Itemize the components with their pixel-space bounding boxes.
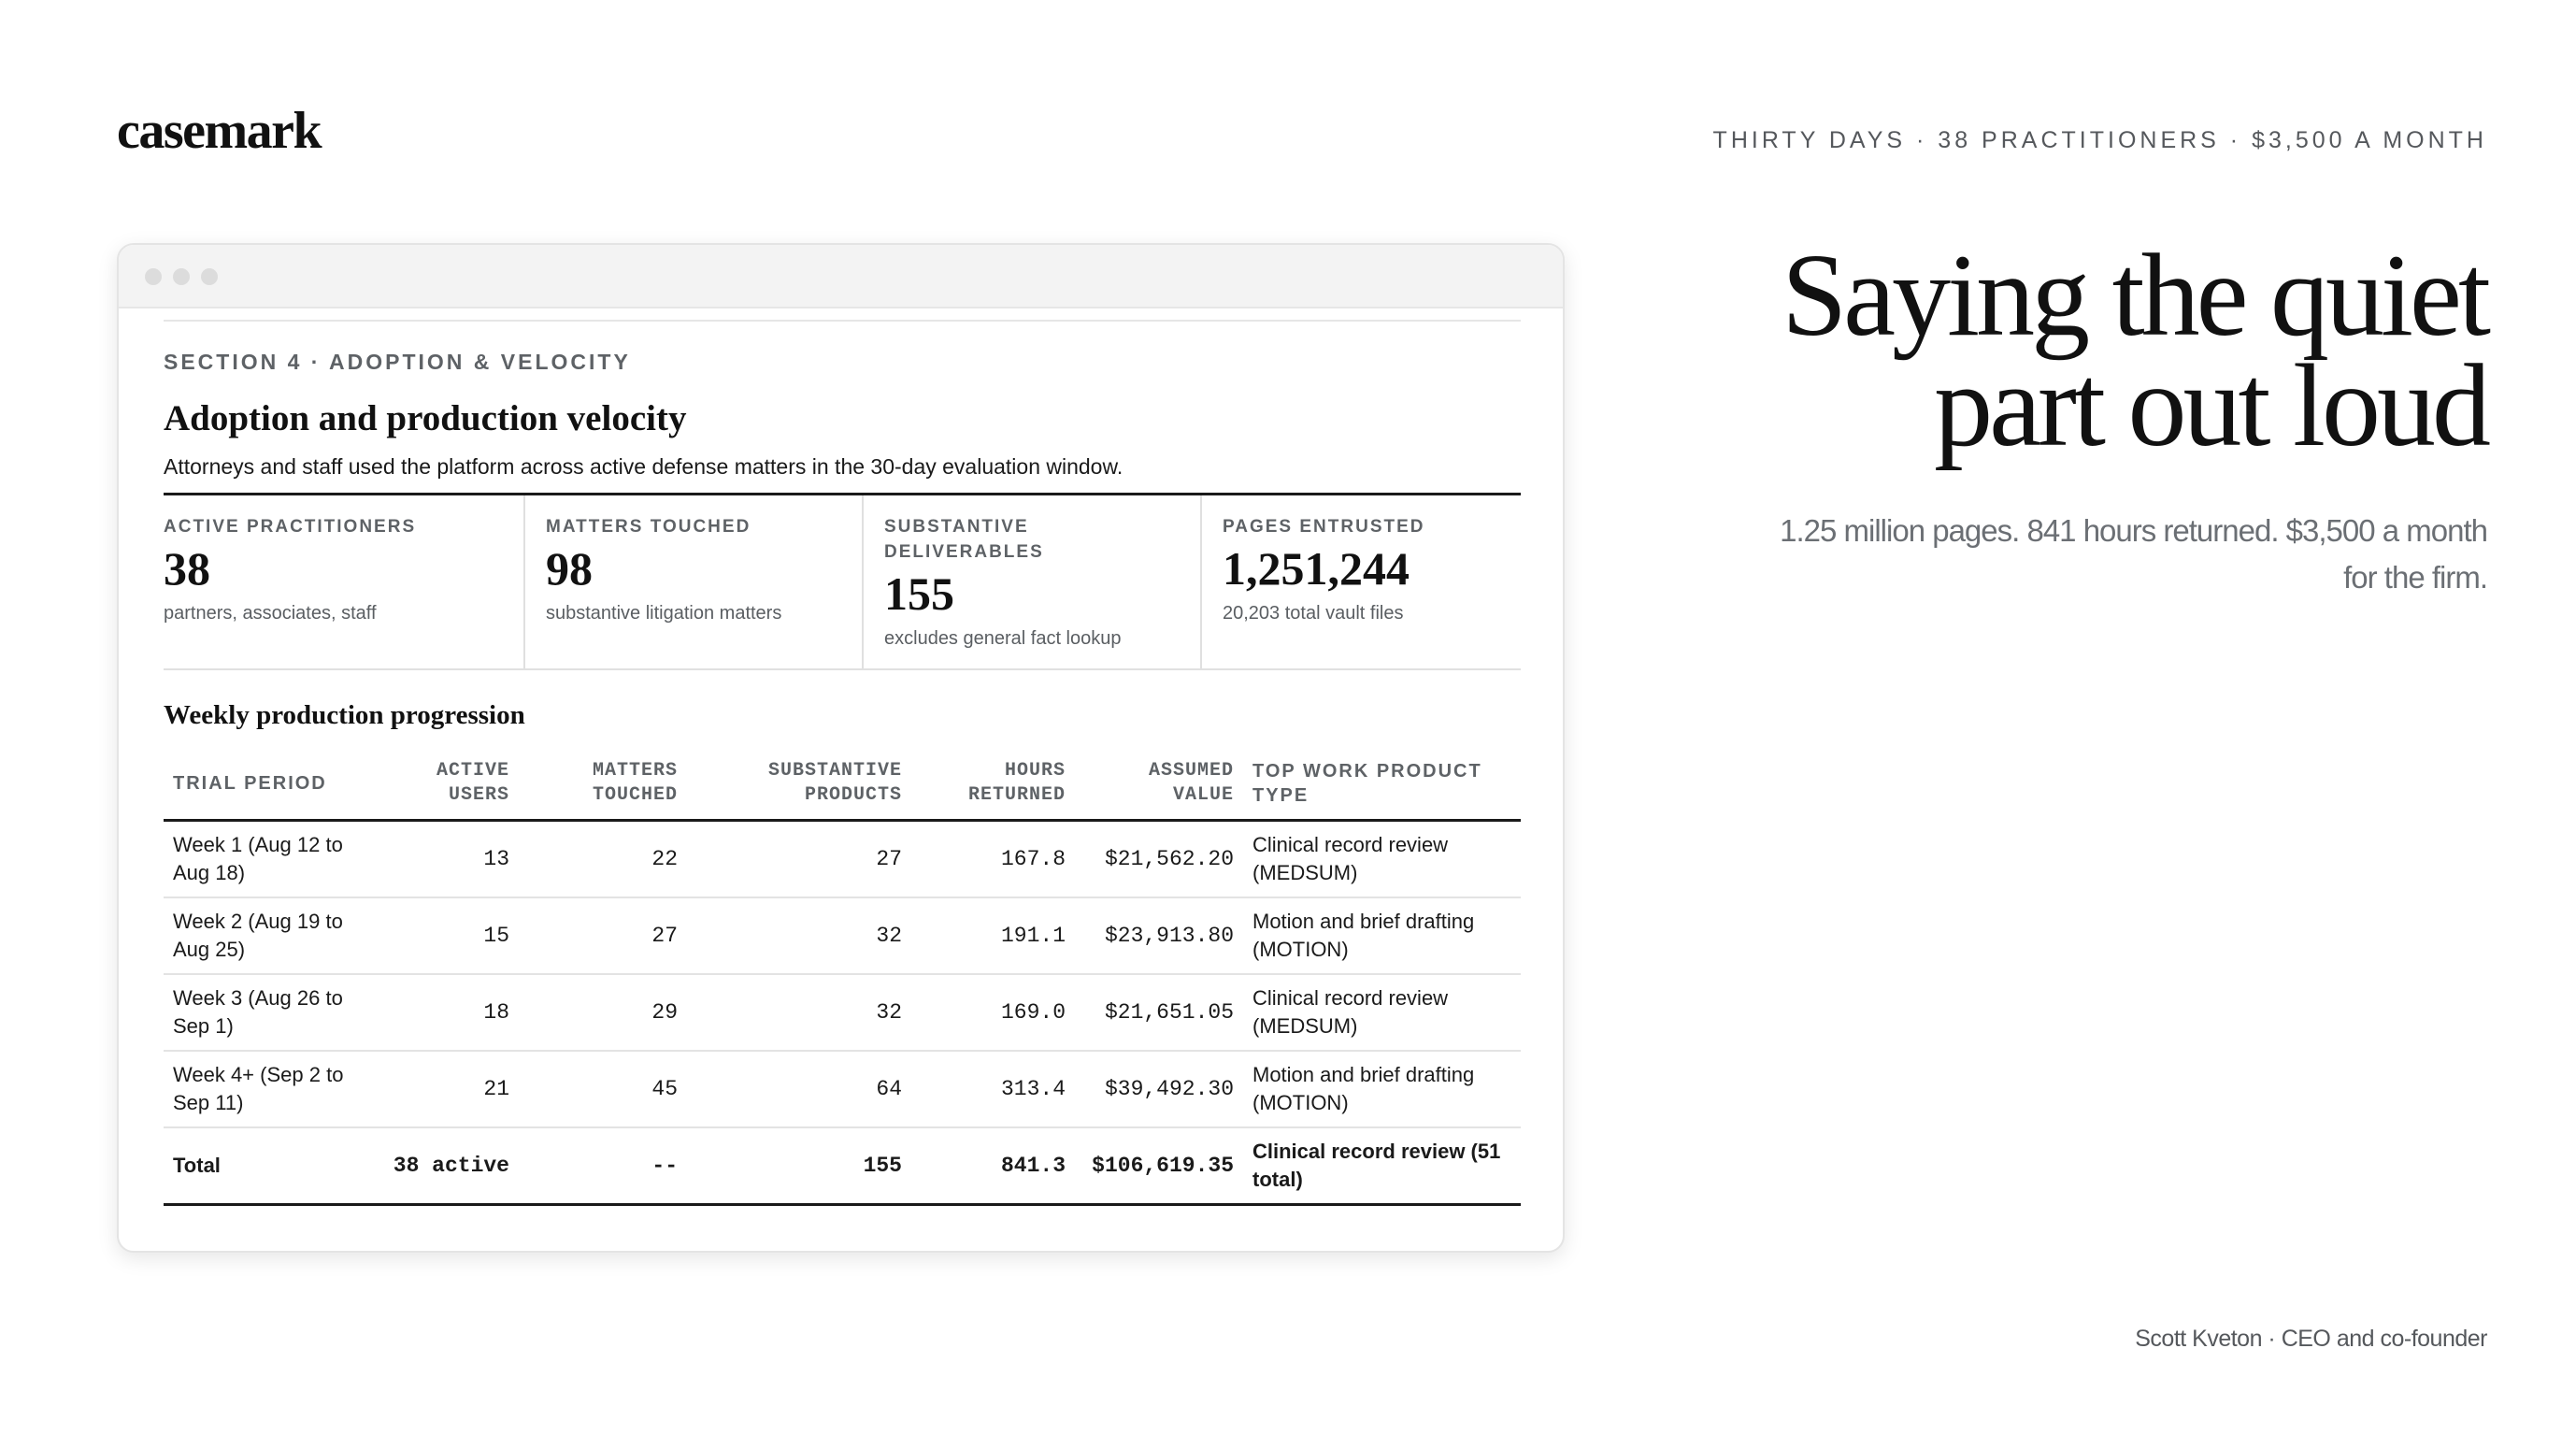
cell-users: 21: [374, 1051, 519, 1127]
cell-products: 27: [687, 821, 911, 898]
table-title: Weekly production progression: [164, 700, 525, 730]
subhead: 1.25 million pages. 841 hours returned. $3,500 a month for the firm.: [1780, 513, 2487, 595]
cell-top-product: Clinical record review (MEDSUM): [1243, 974, 1521, 1051]
metric-note: 20,203 total vault files: [1223, 603, 1404, 624]
headline-line-2: part out loud: [1934, 341, 2487, 471]
cell-period: Week 1 (Aug 12 to Aug 18): [164, 821, 374, 898]
column-header-assumed-value[interactable]: ASSUMED VALUE: [1075, 753, 1243, 821]
cell-matters: 22: [519, 821, 687, 898]
cell-period: Week 4+ (Sep 2 to Sep 11): [164, 1051, 374, 1127]
brand-logo: casemark: [117, 102, 322, 160]
column-header-active-users[interactable]: ACTIVE USERS: [374, 753, 519, 821]
cell-period: Total: [164, 1127, 374, 1205]
table-row: [164, 1051, 1521, 1127]
browser-window: [117, 243, 1565, 1253]
cell-value: $39,492.30: [1075, 1051, 1243, 1127]
metric-note: partners, associates, staff: [164, 603, 377, 624]
section-label: SECTION 4 · ADOPTION & VELOCITY: [164, 350, 631, 374]
metric-label: PAGES ENTRUSTED: [1223, 517, 1425, 537]
metric-substantive-deliverables: [862, 495, 1200, 668]
column-header-trial-period[interactable]: TRIAL PERIOD: [164, 753, 374, 821]
column-header-hours-returned[interactable]: HOURS RETURNED: [911, 753, 1075, 821]
window-titlebar: [119, 245, 1563, 308]
report-document: [164, 320, 1521, 1206]
table-row: [164, 897, 1521, 974]
table-row: [164, 974, 1521, 1051]
cell-top-product: Clinical record review (51 total): [1243, 1127, 1521, 1205]
cell-products: 64: [687, 1051, 911, 1127]
metric-value: 155: [884, 567, 954, 620]
document-intro: Attorneys and staff used the platform across active defense matters in the 30-day evaluation window.: [164, 454, 1123, 479]
metric-label: MATTERS TOUCHED: [546, 517, 751, 537]
cell-users: 18: [374, 974, 519, 1051]
metric-value: 38: [164, 542, 210, 595]
cell-value: $106,619.35: [1075, 1127, 1243, 1205]
table-total-row: [164, 1127, 1521, 1205]
metric-note: substantive litigation matters: [546, 603, 782, 624]
signature: Scott Kveton · CEO and co-founder: [2135, 1326, 2487, 1352]
cell-hours: 313.4: [911, 1051, 1075, 1127]
cell-products: 155: [687, 1127, 911, 1205]
window-dot-close-icon[interactable]: [145, 268, 162, 285]
cell-hours: 191.1: [911, 897, 1075, 974]
cell-matters: 45: [519, 1051, 687, 1127]
cell-users: 38 active: [374, 1127, 519, 1205]
metric-active-practitioners: [164, 495, 523, 668]
cell-top-product: Clinical record review (MEDSUM): [1243, 821, 1521, 898]
column-header-top-work-product[interactable]: TOP WORK PRODUCT TYPE: [1243, 753, 1521, 821]
cell-users: 15: [374, 897, 519, 974]
cell-products: 32: [687, 974, 911, 1051]
window-dot-maximize-icon[interactable]: [201, 268, 218, 285]
cell-value: $21,562.20: [1075, 821, 1243, 898]
metric-matters-touched: [523, 495, 862, 668]
headline-line-1: Saying the quiet: [1782, 231, 2487, 361]
cell-period: Week 2 (Aug 19 to Aug 25): [164, 897, 374, 974]
cell-hours: 841.3: [911, 1127, 1075, 1205]
metrics-row: [164, 493, 1521, 670]
metric-label: SUBSTANTIVE DELIVERABLES: [884, 517, 1044, 562]
cell-hours: 167.8: [911, 821, 1075, 898]
window-dot-minimize-icon[interactable]: [173, 268, 190, 285]
cell-value: $23,913.80: [1075, 897, 1243, 974]
column-header-matters-touched[interactable]: MATTERS TOUCHED: [519, 753, 687, 821]
cell-hours: 169.0: [911, 974, 1075, 1051]
table-row: [164, 821, 1521, 898]
metric-note: excludes general fact lookup: [884, 628, 1122, 649]
cell-matters: 27: [519, 897, 687, 974]
metric-value: 98: [546, 542, 593, 595]
cell-top-product: Motion and brief drafting (MOTION): [1243, 1051, 1521, 1127]
column-header-substantive-products[interactable]: SUBSTANTIVE PRODUCTS: [687, 753, 911, 821]
document-title: Adoption and production velocity: [164, 398, 687, 438]
cell-matters: 29: [519, 974, 687, 1051]
headline: [1571, 231, 2487, 471]
cell-value: $21,651.05: [1075, 974, 1243, 1051]
divider: [164, 320, 1521, 322]
cell-users: 13: [374, 821, 519, 898]
cell-period: Week 3 (Aug 26 to Sep 1): [164, 974, 374, 1051]
table-header-row: [164, 753, 1521, 821]
weekly-production-table: [164, 753, 1521, 1206]
cell-products: 32: [687, 897, 911, 974]
metric-value: 1,251,244: [1223, 542, 1410, 595]
cell-top-product: Motion and brief drafting (MOTION): [1243, 897, 1521, 974]
tagline: THIRTY DAYS · 38 PRACTITIONERS · $3,500 A MONTH: [1712, 127, 2487, 153]
cell-matters: --: [519, 1127, 687, 1205]
metric-pages-entrusted: [1200, 495, 1521, 668]
metric-label: ACTIVE PRACTITIONERS: [164, 517, 417, 537]
